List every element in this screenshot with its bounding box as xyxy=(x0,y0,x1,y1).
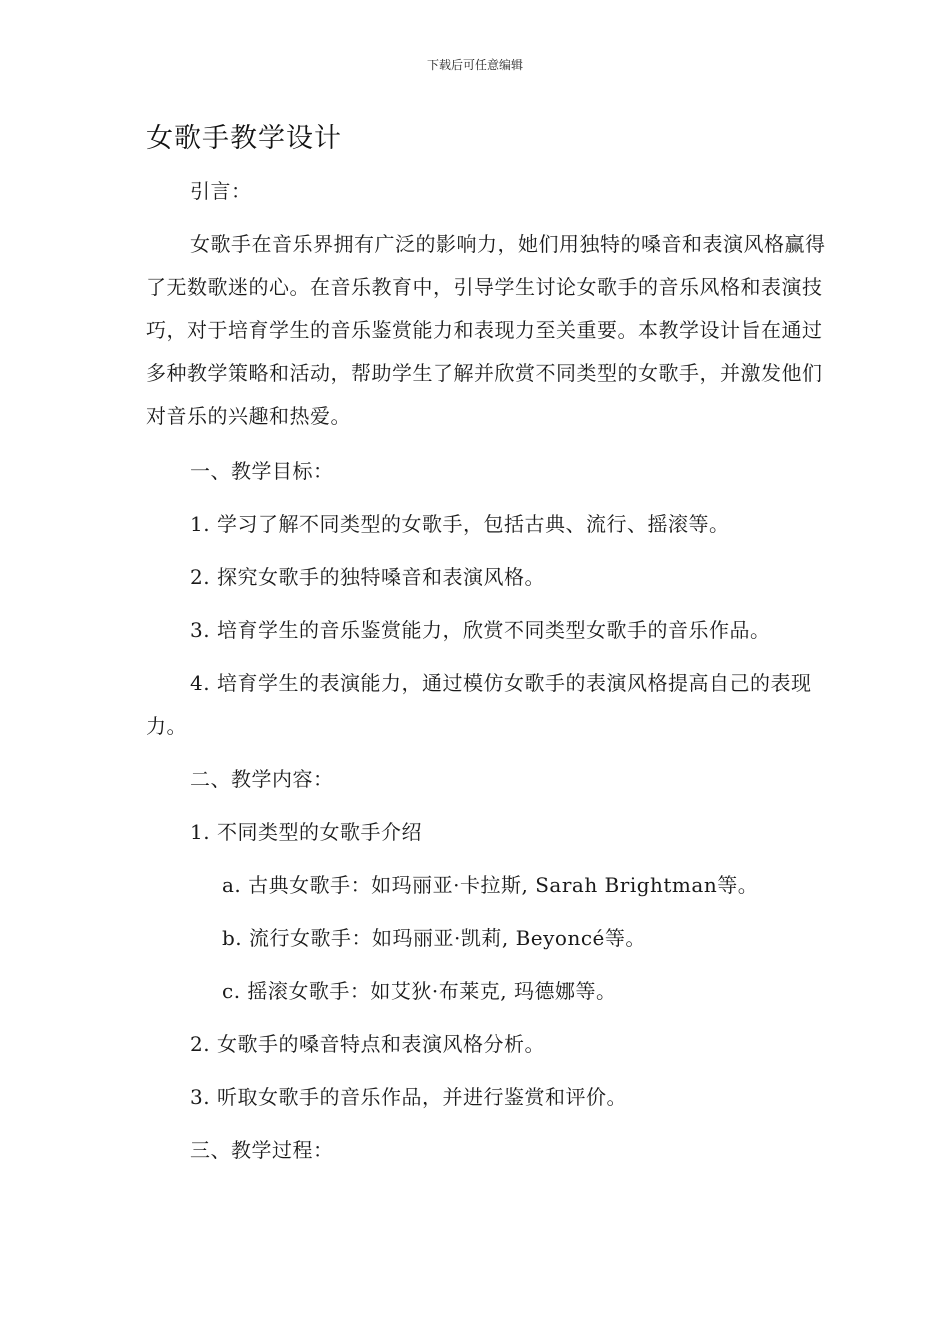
objective-item: 1. 学习了解不同类型的女歌手，包括古典、流行、摇滚等。 xyxy=(190,512,730,536)
objective-item: 2. 探究女歌手的独特嗓音和表演风格。 xyxy=(190,565,545,589)
document-body xyxy=(146,170,826,1182)
content-subitem: c. 摇滚女歌手：如艾狄·布莱克, 玛德娜等。 xyxy=(222,979,617,1003)
section-heading-content: 二、教学内容： xyxy=(190,767,334,791)
document-title: 女歌手教学设计 xyxy=(146,123,342,154)
intro-label: 引言： xyxy=(190,179,252,203)
content-subitem: b. 流行女歌手：如玛丽亚·凯莉, Beyoncé等。 xyxy=(222,926,646,950)
content-item: 2. 女歌手的嗓音特点和表演风格分析。 xyxy=(190,1032,545,1056)
objective-item: 3. 培育学生的音乐鉴赏能力，欣赏不同类型女歌手的音乐作品。 xyxy=(190,618,771,642)
section-heading-process: 三、教学过程： xyxy=(190,1138,334,1162)
intro-paragraph: 女歌手在音乐界拥有广泛的影响力，她们用独特的嗓音和表演风格赢得了无数歌迷的心。在音乐教育中，引导学生讨论女歌手的音乐风格和表演技巧，对于培育学生的音乐鉴赏能力和表现力至关重要。本教学设计旨在通过多种教学策略和活动，帮助学生了解并欣赏不同类型的女歌手，并激发他们对音乐的兴趣和热爱。 xyxy=(146,232,826,428)
section-heading-objectives: 一、教学目标： xyxy=(190,459,334,483)
page-header-note: 下载后可任意编辑 xyxy=(426,58,523,72)
objective-item: 4. 培育学生的表演能力，通过模仿女歌手的表演风格提高自己的表现力。 xyxy=(146,671,812,738)
content-item: 3. 听取女歌手的音乐作品，并进行鉴赏和评价。 xyxy=(190,1085,627,1109)
content-subitem: a. 古典女歌手：如玛丽亚·卡拉斯, Sarah Brightman等。 xyxy=(222,873,759,897)
content-item: 1. 不同类型的女歌手介绍 xyxy=(190,820,422,844)
